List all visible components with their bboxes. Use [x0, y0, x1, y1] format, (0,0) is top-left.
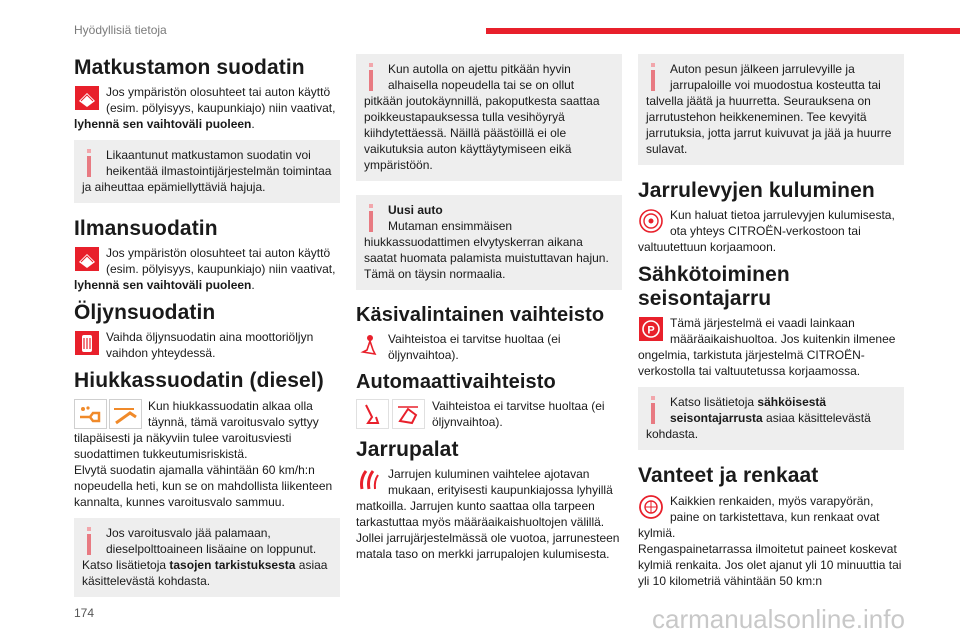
filter-icon [74, 85, 100, 111]
air-filter-text: Jos ympäristön olosuhteet tai auton käyttö (esim. pölyisyys, kaupunkiajo) niin vaativat, lyhennä sen vaihtoväli puoleen. [74, 246, 336, 293]
info-icon [84, 527, 94, 555]
wheels-tyres-text: Kaikkien renkaiden, myös varapyörän, paine on tarkistettava, kun renkaat ovat kylmiä. Rengaspainetarrassa ilmoitetut paineet koskevat kylmiä renkaita. Jos olet ajanut yli 10 minuuttia tai yli 10 kilometriä vähintään 50 km:n [638, 493, 902, 588]
note-cabin-filter: Likaantunut matkustamon suodatin voi heikentää ilmastointijärjestelmän toimintaa ja aiheuttaa epämiellyttäviä hajuja. [74, 140, 340, 203]
note-new-car: Uusi auto Mutaman ensimmäisen hiukkassuodattimen elvytyskerran aikana saatat huomata palamista muistuttavan hajun. Tämä on täysin normaalia. [356, 195, 622, 290]
svg-text:P: P [647, 324, 655, 337]
heading-parking-brake: Sähkötoiminen seisontajarru [638, 263, 790, 311]
info-icon [366, 204, 376, 232]
running-header: Hyödyllisiä tietoja [74, 23, 167, 37]
heading-particle-filter: Hiukkassuodatin (diesel) [74, 369, 324, 393]
page-number: 174 [74, 606, 95, 620]
watermark: carmanualsonline.info [652, 604, 905, 634]
parking-brake-text: P Tämä järjestelmä ei vaadi lainkaan määräaikaishuoltoa. Jos kuitenkin ilmenee ongelmia, tarkistuta järjestelmä CITROËN-verkostolla tai valtuutetussa korjaamossa. [638, 316, 896, 379]
info-icon [648, 396, 658, 424]
heading-air-filter: Ilmansuodatin [74, 217, 218, 241]
note-exhaust-vapour: Kun autolla on ajettu pitkään hyvin alhaisella nopeudella tai se on ollut pitkään joutokäynnillä, pakoputkesta saattaa poikkeustapauksessa tulla vesihöyryä kiihdytettäessä. Näillä päästöillä ei ole vaikutuksia auton käyttäytymiseen eikä ympäristöön. [356, 54, 622, 181]
automatic-gear-icons [356, 399, 426, 425]
brake-pads-text: Jarrujen kuluminen vaihtelee ajotavan mukaan, erityisesti kaupunkiajossa lyhyillä matkoilla. Jarrujen kunto saattaa olla tarpeen tarkastuttaa myös määräaikaishuoltojen välillä. Jollei jarrujärjestelmässä ole vuotoa, jarrunesteen matala taso on merkki jarrupalojen kulumisesta. [356, 467, 620, 562]
info-icon [648, 63, 658, 91]
note-particle-filter: Jos varoitusvalo jää palamaan, dieselpolttoaineen lisäaine on loppunut. Katso lisätietoja tasojen tarkistuksesta asiaa käsittelevästä kohdasta. [74, 518, 340, 597]
heading-cabin-filter: Matkustamon suodatin [74, 56, 305, 79]
info-icon [84, 149, 94, 177]
brake-discs-text: Kun haluat tietoa jarrulevyjen kulumisesta, ota yhteys CITROËN-verkostoon tai valtuutettuun korjaamoon. [638, 208, 895, 255]
heading-brake-pads: Jarrupalat [356, 438, 459, 461]
header-accent-bar [486, 28, 960, 34]
column-2 [356, 52, 622, 570]
wheel-icon [638, 494, 664, 520]
heading-oil-filter: Öljynsuodatin [74, 301, 216, 325]
cabin-filter-text: Jos ympäristön olosuhteet tai auton käyttö (esim. pölyisyys, kaupunkiajo) niin vaativat, lyhennä sen vaihtoväli puoleen. [74, 85, 336, 132]
filter-icon [74, 246, 100, 272]
heading-wheels-tyres: Vanteet ja renkaat [638, 464, 819, 488]
column-1 [74, 52, 340, 611]
particle-filter-warning-icons [74, 399, 142, 425]
note-brake-moisture: Auton pesun jälkeen jarrulevyille ja jarrupaloille voi muodostua kosteutta tai talvella jäätä ja huurretta. Seurauksena on jarrutustehon heikkeneminen. Tee kevyitä jarrutuksia, jotta jarrut kuivuvat ja jää ja huurre sulavat. [638, 54, 904, 165]
particle-filter-text-1: Kun hiukkassuodatin alkaa olla täynnä, tämä varoitusvalo syttyy tilapäisesti ja näkyviin tulee varoitusviesti suodattimen tukkeutumisriskistä. Elvytä suodatin ajamalla vähintään 60 km/h:n nopeudella heti, kun se on mahdollista liikenteen kannalta, kunnes varoitusvalo sammuu. [74, 398, 333, 509]
brake-disc-icon [638, 208, 664, 234]
oil-filter-icon [74, 330, 100, 356]
gear-lever-icon [356, 332, 382, 358]
note-parking-brake: Katso lisätietoja sähköisestä seisontajarrusta asiaa käsittelevästä kohdasta. [638, 387, 904, 450]
oil-filter-text: Vaihda öljynsuodatin aina moottoriöljyn vaihdon yhteydessä. [74, 329, 340, 361]
heading-brake-discs: Jarrulevyjen kuluminen [638, 179, 875, 202]
manual-gearbox-text: Vaihteistoa ei tarvitse huoltaa (ei öljynvaihtoa). [356, 331, 622, 363]
info-icon [366, 63, 376, 91]
parking-brake-icon [638, 316, 664, 342]
column-3 [638, 52, 904, 597]
heading-automatic-gearbox: Automaattivaihteisto [356, 371, 556, 393]
brake-pad-icon [356, 467, 382, 493]
automatic-gearbox-text: Vaihteistoa ei tarvitse huoltaa (ei öljynvaihtoa). [356, 398, 622, 430]
heading-manual-gearbox: Käsivalintainen vaihteisto [356, 304, 605, 326]
